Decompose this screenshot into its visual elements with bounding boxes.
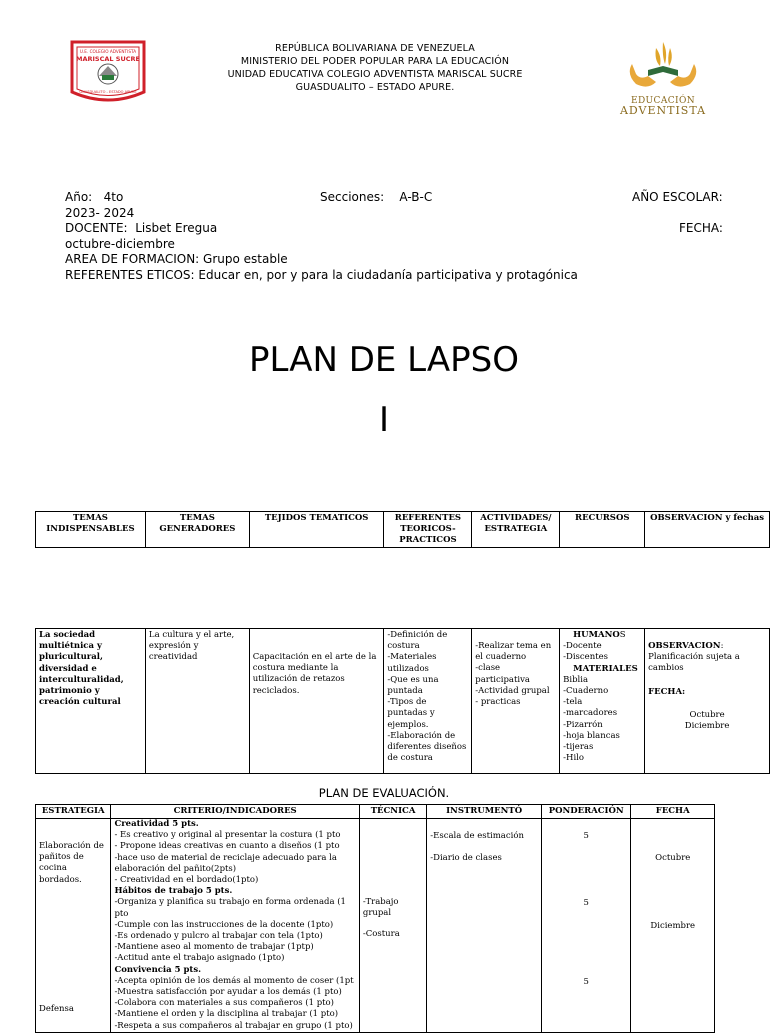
list-item: -Discentes: [563, 652, 608, 663]
eval-header-instrumento: INSTRUMENTÓ: [427, 805, 542, 819]
page-title: PLAN DE LAPSO: [248, 340, 520, 380]
cell-observacion: [645, 629, 770, 774]
year-label: Año:: [65, 190, 93, 204]
weight-3: 5: [583, 977, 589, 988]
eval-cell-fecha: [631, 819, 715, 1033]
list-item: -Tipos de puntadas y ejemplos.: [387, 697, 435, 730]
list-item: - Es creativo y original al presentar la costura (1 pto: [114, 830, 341, 841]
list-item: -Realizar tema en el cuaderno: [475, 641, 552, 663]
logo-text-adventist: ADVENTISTA: [619, 104, 707, 117]
list-item: -Mantiene aseo al momento de trabajar (1ptp): [114, 942, 314, 953]
ethical-references: REFERENTES ETICOS: Educar en, por y para la ciudadanía participativa y protagónica: [65, 268, 578, 282]
observation-text: [648, 641, 766, 675]
eval-cell-criterios: [111, 819, 359, 1033]
list-item: -Colabora con materiales a sus compañeros (1 pto): [114, 998, 334, 1009]
eval-header-estrategia: ESTRATEGIA: [36, 805, 111, 819]
list-item: -Definición de costura: [387, 630, 448, 652]
list-item: -Organiza y planifica su trabajo en forma ordenada (1 pto: [114, 897, 346, 919]
col-header-recursos: RECURSOS: [560, 512, 645, 548]
left-logo-bottom-text: GUASDUALITO - ESTADO APURE: [79, 90, 137, 94]
eval-header-ponderacion: PONDERACIÓN: [541, 805, 631, 819]
observation-date-1: Octubre: [689, 709, 725, 720]
technique-2: -Costura: [362, 929, 400, 940]
teacher-field: [65, 221, 217, 237]
list-item: Biblia: [563, 674, 589, 685]
cell-temas-indispensables: La sociedad multiétnica y pluricultural, diversidad e interculturalidad, patrimonio y creación cultural: [36, 629, 146, 774]
left-logo-name: MARISCAL SUCRE: [76, 55, 140, 63]
observation-body: : Planificación sujeta a cambios: [648, 641, 740, 674]
list-item: -Mantiene el orden y la disciplina al trabajar (1 pto): [114, 1009, 339, 1020]
cell-recursos: [560, 629, 645, 774]
year-field: [65, 190, 123, 206]
date-label: FECHA:: [679, 221, 723, 235]
list-item: -Cumple con las instrucciones de la docente (1pto): [114, 919, 334, 930]
list-item: -Materiales utilizados: [387, 652, 437, 674]
eval-date-1: Octubre: [655, 853, 691, 863]
list-item: -Actitud ante el trabajo asignado (1pto): [114, 953, 285, 964]
list-item: -Pizarrón: [563, 719, 603, 730]
year-value: 4to: [103, 190, 124, 204]
list-item: -marcadores: [563, 708, 618, 719]
list-item: -Cuaderno: [563, 686, 609, 697]
eval-header-criterio: CRITERIO/INDICADORES: [111, 805, 359, 819]
cell-tejidos: Capacitación en el arte de la costura mediante la utilización de retazos reciclados.: [249, 629, 384, 774]
list-item: -Hilo: [563, 753, 584, 764]
instrument-1: -Escala de estimación: [430, 831, 524, 841]
col-header-temas-indispensables: TEMAS INDISPENSABLES: [36, 512, 146, 548]
resources-materials-title: MATERIALES: [573, 663, 638, 674]
eval-cell-tecnica: [359, 819, 426, 1033]
criteria-title-2: Hábitos de trabajo 5 pts.: [114, 886, 233, 897]
eval-cell-estrategia: [36, 819, 111, 1033]
weight-1: 5: [583, 831, 589, 841]
list-item: -Respeta a sus compañeros al trabajar en grupo (1 pto): [114, 1020, 353, 1031]
adventist-education-logo: [618, 34, 708, 118]
left-logo-top-text: U.E. COLEGIO ADVENTISTA: [79, 49, 137, 54]
list-item: -Muestra satisfacción por ayudar a los demás (1 pto): [114, 987, 342, 998]
school-year-value: 2023- 2024: [65, 206, 135, 220]
col-header-actividades: ACTIVIDADES/ ESTRATEGIA: [472, 512, 560, 548]
list-item: -Que es una puntada: [387, 674, 439, 697]
list-item: - Propone ideas creativas en cuanto a diseños (1 pto: [114, 841, 340, 852]
list-item: -hace uso de material de reciclaje adecuado para la elaboración del pañito(2pts): [114, 852, 337, 874]
resources-human-title-rest: S: [619, 630, 626, 640]
evaluation-table: [35, 804, 715, 1033]
observation-label: OBSERVACION: [648, 641, 721, 651]
resources-human-title: [563, 630, 641, 641]
observation-date-2: Diciembre: [684, 721, 730, 732]
col-header-observacion: OBSERVACION y fechas: [645, 512, 770, 548]
header-line-2: MINISTERIO DEL PODER POPULAR PARA LA EDUCACIÓN: [240, 56, 510, 67]
evaluation-title: PLAN DE EVALUACIÓN.: [318, 786, 450, 800]
cell-temas-generadores: La cultura y el arte, expresión y creatividad: [145, 629, 249, 774]
criteria-title-3: Convivencia 5 pts.: [114, 964, 202, 975]
eval-header-fecha: FECHA: [631, 805, 715, 819]
list-item: -Docente: [563, 641, 602, 652]
sections-label: Secciones:: [320, 190, 385, 204]
school-year-label: AÑO ESCOLAR:: [632, 190, 723, 204]
list-item: -tela: [563, 697, 583, 708]
list-item: -Elaboración de diferentes diseños de costura: [387, 730, 467, 764]
col-header-referentes: REFERENTES TEORICOS-PRACTICOS: [384, 512, 472, 548]
list-item: -hoja blancas: [563, 730, 620, 741]
page-subtitle: I: [378, 400, 390, 440]
list-item: -Actividad grupal: [475, 685, 550, 696]
cell-actividades: [472, 629, 560, 774]
weight-2: 5: [583, 898, 589, 909]
technique-1: -Trabajo grupal: [362, 897, 399, 919]
resources-human-title-bold: HUMANO: [573, 630, 620, 640]
list-item: -Es ordenado y pulcro al trabajar con tela (1pto): [114, 931, 323, 942]
plan-content-table: [35, 628, 770, 774]
eval-cell-instrumento: [427, 819, 542, 1033]
table-row: [36, 629, 770, 774]
list-item: -tijeras: [563, 742, 594, 753]
eval-strategy-2: Defensa: [39, 1003, 74, 1014]
eval-date-2: Diciembre: [650, 921, 696, 932]
sections-field: [320, 190, 432, 206]
col-header-tejidos: TEJIDOS TEMATICOS: [249, 512, 384, 548]
col-header-temas-generadores: TEMAS GENERADORES: [145, 512, 249, 548]
teacher-label: DOCENTE:: [65, 221, 128, 235]
teacher-name: Lisbet Eregua: [135, 221, 218, 235]
list-item: -clase participativa: [475, 663, 530, 685]
eval-header-tecnica: TÉCNICA: [359, 805, 426, 819]
plan-header-table: [35, 511, 770, 548]
list-item: - Creatividad en el bordado(1pto): [114, 875, 259, 886]
criteria-title-1: Creatividad 5 pts.: [114, 819, 199, 829]
header-line-1: REPÚBLICA BOLIVARIANA DE VENEZUELA: [275, 43, 475, 54]
instrument-2: -Diario de clases: [430, 853, 502, 864]
list-item: - practicas: [475, 697, 521, 708]
observation-date-label: FECHA:: [648, 686, 686, 697]
formation-area: AREA DE FORMACION: Grupo estable: [65, 252, 288, 266]
cell-referentes: [384, 629, 472, 774]
header-line-4: GUASDUALITO – ESTADO APURE.: [295, 82, 455, 93]
school-logo: [68, 36, 148, 106]
sections-value: A-B-C: [399, 190, 433, 204]
eval-cell-ponderacion: [541, 819, 631, 1033]
header-line-3: UNIDAD EDUCATIVA COLEGIO ADVENTISTA MARISCAL SUCRE: [227, 69, 523, 80]
date-value: octubre-diciembre: [65, 237, 175, 251]
logo-text-education: EDUCACIÓN: [630, 96, 696, 106]
list-item: -Acepta opinión de los demás al momento de coser (1pt: [114, 975, 354, 986]
institution-header: [200, 42, 550, 94]
table-row: [36, 819, 715, 1033]
eval-strategy-1: Elaboración de pañitos de cocina bordados.: [39, 841, 104, 885]
